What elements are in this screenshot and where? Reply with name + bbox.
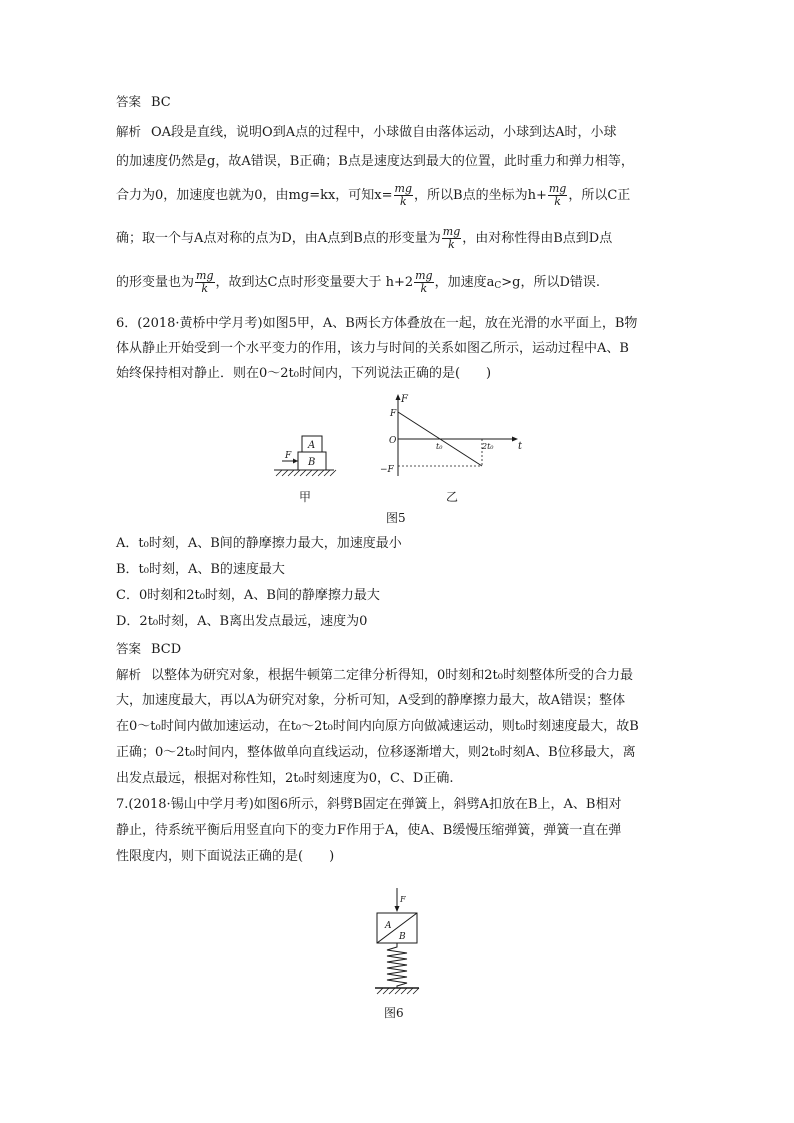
- q6-option-c: C．0时刻和2t₀时刻，A、B间的静摩擦力最大: [116, 588, 380, 603]
- q6-analysis-line-4: 正确；0～2t₀时间内，整体做单向直线运动，位移逐渐增大，则2t₀时刻A、B位移最大，离: [116, 745, 636, 760]
- force-label: F: [285, 451, 292, 461]
- wedge-b-label: B: [399, 932, 406, 942]
- q6-analysis-line-1: 解析 以整体为研究对象，根据牛顿第二定律分析得知，0时刻和2t₀时刻整体所受的合力最: [116, 667, 633, 683]
- force-arrow-head: [395, 906, 400, 912]
- fraction-mg-over-k: $\frac{mg}{k}$: [394, 182, 413, 208]
- figure-6-caption: 图6: [384, 1006, 404, 1020]
- f-tick-label: F: [390, 409, 397, 419]
- analysis-label: 解析: [116, 667, 142, 682]
- fraction-mg-over-k: $\frac{mg}{k}$: [548, 182, 567, 208]
- answer-line-1: [116, 93, 171, 112]
- figure-5-right-caption: 乙: [446, 490, 459, 504]
- analysis-line-4: 确；取一个与A点对称的点为D，由A点到B点的形变量为 $\frac{mg}{k}$ ，由对称性得由B点到D点: [116, 225, 613, 251]
- fraction-mg-over-k: $\frac{mg}{k}$: [415, 269, 433, 295]
- q6-stem-line-2: 体从静止开始受到一个水平变力的作用，该力与时间的关系如图乙所示，运动过程中A、B: [116, 341, 629, 356]
- q6-stem-line-3: 始终保持相对静止．则在0～2t₀时间内，下列说法正确的是( ): [116, 366, 492, 381]
- answer-label: 答案: [116, 641, 142, 656]
- analysis-line-1: 解析 OA段是直线，说明O到A点的过程中，小球做自由落体运动，小球到达A时，小球: [116, 124, 617, 140]
- answer-value: BCD: [151, 642, 182, 657]
- answer-value: BC: [151, 95, 171, 110]
- block-b-label: B: [308, 457, 316, 468]
- axis-t-label: t: [518, 441, 523, 452]
- spring: [387, 943, 407, 988]
- wedge-a-label: A: [385, 921, 392, 931]
- ground-hatching: [377, 988, 419, 994]
- q6-option-b: B．t₀时刻，A、B的速度最大: [116, 562, 285, 577]
- q6-answer-line: [116, 640, 181, 659]
- answer-label: 答案: [116, 94, 142, 109]
- figure-5-left-caption: 甲: [299, 490, 312, 504]
- force-label: F: [400, 895, 406, 904]
- axis-f-label: F: [401, 394, 408, 405]
- fraction-mg-over-k: $\frac{mg}{k}$: [442, 225, 461, 251]
- two-t0-label: 2t₀: [482, 442, 494, 451]
- q6-analysis-line-5: 出发点最远，根据对称性知，2t₀时刻速度为0，C、D正确.: [116, 771, 454, 786]
- origin-label: O: [389, 436, 397, 446]
- figure-5-caption: 图5: [386, 511, 406, 525]
- q6-option-a: A．t₀时刻，A、B间的静摩擦力最大，加速度最小: [116, 536, 402, 551]
- q6-stem-line-1: 6．(2018·黄桥中学月考)如图5甲，A、B两长方体叠放在一起，放在光滑的水平面上，B物: [116, 316, 638, 331]
- analysis-label: 解析: [116, 124, 142, 139]
- analysis-line-3: 合力为0，加速度也就为0，由mg=kx，可知x= $\frac{mg}{k}$ ，所以B点的坐标为h+ $\frac{mg}{k}$ ，所以C正: [116, 182, 631, 208]
- analysis-line-2: 的加速度仍然是g，故A错误，B正确；B点是速度达到最大的位置，此时重力和弹力相等，: [116, 154, 634, 169]
- q7-stem-line-3: 性限度内，则下面说法正确的是( ): [116, 849, 335, 864]
- q6-option-d: D．2t₀时刻，A、B离出发点最远，速度为0: [116, 614, 368, 629]
- q6-analysis-line-2: 大，加速度最大，再以A为研究对象，分析可知，A受到的静摩擦力最大，故A错误；整体: [116, 693, 626, 708]
- figure-6-spring-wedges: [365, 886, 425, 998]
- t0-label: t₀: [436, 442, 443, 451]
- ground-hatching: [276, 470, 336, 476]
- q7-stem-line-1: 7.(2018·锡山中学月考)如图6所示，斜劈B固定在弹簧上，斜劈A扣放在B上，A、B相对: [116, 797, 622, 812]
- y-axis-arrow: [396, 394, 401, 400]
- block-a-label: A: [308, 440, 316, 451]
- figure-5-blocks: [270, 430, 340, 490]
- force-arrow-head: [293, 459, 298, 464]
- q7-stem-line-2: 静止，待系统平衡后用竖直向下的变力F作用于A，使A、B缓慢压缩弹簧，弹簧一直在弹: [116, 823, 622, 838]
- fraction-mg-over-k: $\frac{mg}{k}$: [196, 269, 214, 295]
- analysis-line-5: 的形变量也为 $\frac{mg}{k}$ ，故到达C点时形变量要大于 h+2 $\frac{mg}{k}$ ，加速度$a_C>g$，所以D错误.: [116, 269, 601, 295]
- q6-analysis-line-3: 在0～t₀时间内做加速运动，在t₀～2t₀时间内向原方向做减速运动，则t₀时刻速度最大，故B: [116, 719, 639, 734]
- neg-f-label: −F: [380, 465, 394, 475]
- figure-5-graph: [372, 390, 532, 490]
